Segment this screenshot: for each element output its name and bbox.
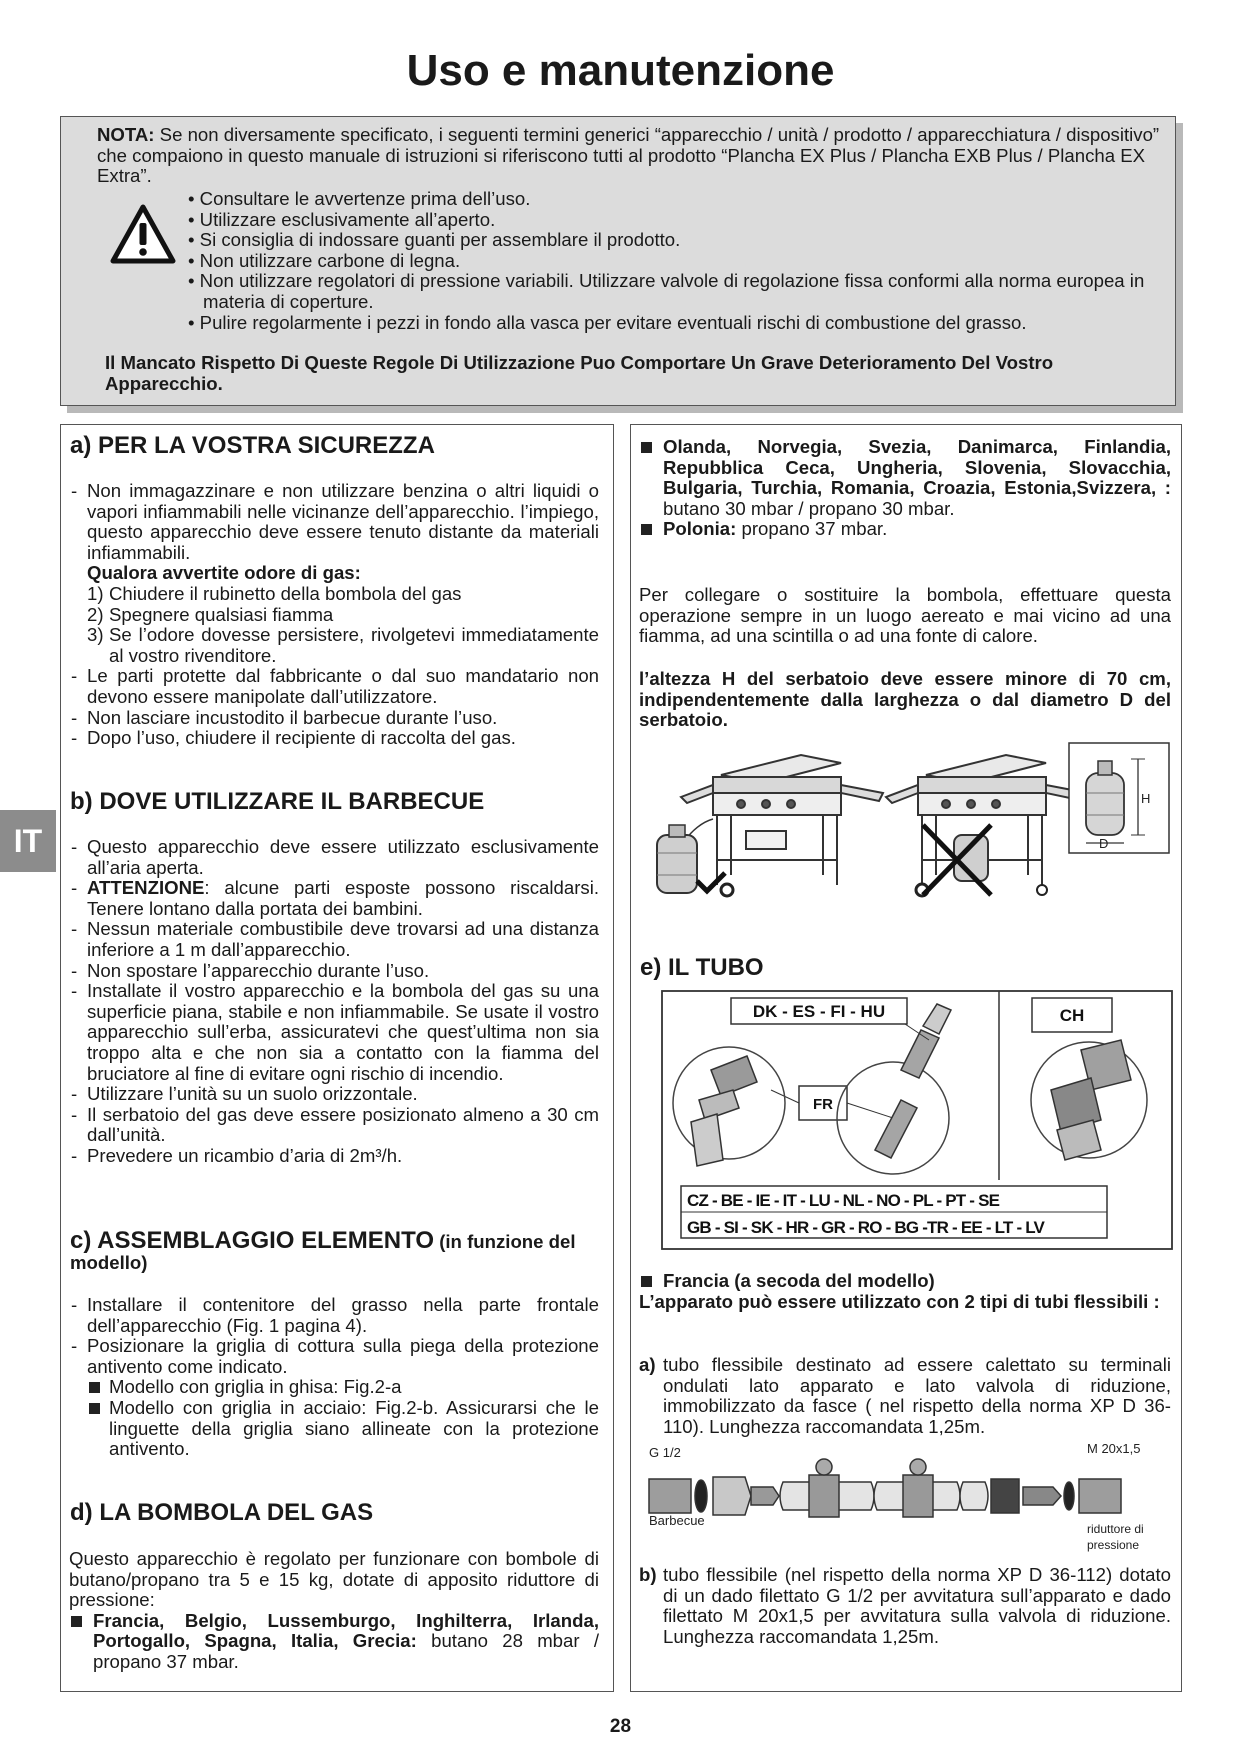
list-item: Francia, Belgio, Lussemburgo, Inghilterra, Irlanda, Portogallo, Spagna, Italia, Grecia: butano 28 mbar / propano 37 mbar. bbox=[69, 1611, 599, 1673]
note-text: NOTA: Se non diversamente specificato, i seguenti termini generici “apparecchio / unità / prodotto / apparecchiatura / dispositivo” che compaiono in questo manuale di istruzioni si riferiscono tutti al prodotto “Plancha EX Plus / Plancha EXB Plus / Plancha EX Extra”. bbox=[97, 124, 1160, 186]
list-item: - Utilizzare l’unità su un suolo orizzontale. bbox=[69, 1084, 599, 1105]
list-item: 2) Spegnere qualsiasi fiamma bbox=[87, 603, 334, 625]
page-title: Uso e manutenzione bbox=[406, 46, 835, 95]
list-item: - Non spostare l’apparecchio durante l’uso. bbox=[69, 961, 599, 982]
list-item: • Non utilizzare regolatori di pressione variabili. Utilizzare valvole di regolazione fissa conformi alla norma europea in materia di coperture. bbox=[188, 270, 1145, 312]
paragraph: Questo apparecchio è regolato per funzionare con bombole di butano/propano tra 5 e 15 kg, dotate di apposito riduttore di pressione: bbox=[69, 1548, 599, 1611]
list-item: - Prevedere un ricambio d’aria di 2m³/h. bbox=[69, 1146, 599, 1167]
label-m20: M 20x1,5 bbox=[1087, 1441, 1141, 1456]
countries-line-2: GB - SI - SK - HR - GR - RO - BG -TR - EE - LT - LV bbox=[687, 1218, 1045, 1237]
note-warning: Il Mancato Rispetto Di Queste Regole Di Utilizzazione Puo Comportare Un Grave Deterioramento Del Vostro Apparecchio. bbox=[105, 352, 1054, 394]
label-dk-es-fi-hu: DK - ES - FI - HU bbox=[752, 1002, 886, 1021]
section-d-body bbox=[69, 1549, 599, 1673]
list-item: - ATTENZIONE: alcune parti esposte possono riscaldarsi. Tenere lontano dalla portata dei bambini. bbox=[69, 878, 599, 919]
right-column bbox=[630, 424, 1182, 1692]
list-item: a) tubo flessibile destinato ad essere calettato su terminali ondulati lato apparato e lato valvola di riduzione, immobilizzato da fasce ( nel rispetto della norma XP D 36-110). Lunghezza raccomandata 1,25m. bbox=[639, 1354, 1171, 1437]
list-item: - Posizionare la griglia di cottura sulla piega della protezione antivento come indicato. bbox=[69, 1336, 599, 1377]
section-b-title: b) DOVE UTILIZZARE IL BARBECUE bbox=[70, 788, 485, 815]
section-a-title: a) PER LA VOSTRA SICUREZZA bbox=[70, 432, 435, 459]
francia-subtitle: L’apparato può essere utilizzato con 2 tipi di tubi flessibili : bbox=[639, 1290, 1160, 1312]
gas-pressures bbox=[639, 437, 1171, 540]
language-tab: IT bbox=[0, 810, 56, 872]
gas-bottle-figure bbox=[651, 735, 1171, 905]
gas-bottle-icon bbox=[657, 825, 697, 893]
list-item: 1) Chiudere il rubinetto della bombola del gas bbox=[87, 582, 462, 604]
note-list bbox=[188, 189, 1168, 333]
gas-smell-title: Qualora avvertite odore di gas: bbox=[87, 562, 361, 584]
left-column bbox=[60, 424, 614, 1692]
page-number: 28 bbox=[609, 1716, 632, 1737]
hose-type-a-figure bbox=[641, 1437, 1171, 1555]
hose-type-a bbox=[639, 1355, 1171, 1437]
list-item: - Dopo l’uso, chiudere il recipiente di raccolta del gas. bbox=[69, 728, 599, 749]
height-note: l’altezza H del serbatoio deve essere minore di 70 cm, indipendentemente dalla larghezza o dal diametro D del serbatoio. bbox=[639, 668, 1171, 731]
label-riduttore-2: pressione bbox=[1087, 1538, 1140, 1552]
list-item: Modello con griglia in acciaio: Fig.2-b. Assicurarsi che le linguette della griglia siano allineate con la protezione antivento. bbox=[69, 1398, 599, 1460]
countries-line-1: CZ - BE - IE - IT - LU - NL - NO - PL - PT - SE bbox=[687, 1191, 1000, 1210]
list-item: - Nessun materiale combustibile deve trovarsi ad una distanza inferiore a 1 m dall’apparecchio. bbox=[69, 919, 599, 960]
list-item: - Il serbatoio del gas deve essere posizionato almeno a 30 cm dall’unità. bbox=[69, 1105, 599, 1146]
connect-paragraph: Per collegare o sostituire la bombola, effettuare questa operazione sempre in un luogo aereato e mai vicino ad una fiamma, ad una scintilla o ad una fonte di calore. bbox=[639, 584, 1171, 647]
list-item: - Installare il contenitore del grasso nella parte frontale dell’apparecchio (Fig. 1 pagina 4). bbox=[69, 1295, 599, 1336]
list-item: Olanda, Norvegia, Svezia, Danimarca, Finlandia, Repubblica Ceca, Ungheria, Slovenia, Slovacchia, Bulgaria, Turchia, Romania, Croazia, Estonia,Svizzera, : butano 30 mbar / propano 30 mbar. bbox=[639, 437, 1171, 519]
list-item: - Installate il vostro apparecchio e la bombola del gas su una superficie piana, stabile e non infiammabile. Se usate il vostro apparecchio sull’erba, assicuratevi che quest’ultima non sia troppo alta e che non sia a contatto con la fiamma del bruciatore al fine di evitare ogni rischio di incendio. bbox=[69, 981, 599, 1084]
list-item: - Non immagazzinare e non utilizzare benzina o altri liquidi o vapori infiammabili nelle vicinanze dell’apparecchio. l’impiego, questo apparecchio deve essere tenuto distante da materiali infiammabili. bbox=[69, 481, 599, 563]
hose-type-b bbox=[639, 1565, 1171, 1647]
list-item: Francia (a secoda del modello) bbox=[639, 1271, 1171, 1292]
label-fr: FR bbox=[813, 1096, 833, 1113]
list-item: • Utilizzare esclusivamente all’aperto. bbox=[188, 208, 496, 230]
label-ch: CH bbox=[1059, 1006, 1085, 1025]
section-e-title: e) IL TUBO bbox=[640, 954, 764, 981]
list-item: Polonia: propano 37 mbar. bbox=[639, 519, 1171, 540]
list-item: - Le parti protette dal fabbricante o dal suo mandatario non devono essere manipolate dall’utilizzatore. bbox=[69, 666, 599, 707]
list-item: b) tubo flessibile (nel rispetto della norma XP D 36-112) dotato di un dado filettato G 1/2 per avvitatura sull’apparato e dado filettato M 20x1,5 per avvitatura sulla valvola di riduzione. Lunghezza raccomandata 1,25m. bbox=[639, 1564, 1171, 1647]
list-item: Modello con griglia in ghisa: Fig.2-a bbox=[69, 1377, 599, 1398]
section-c-title: c) ASSEMBLAGGIO ELEMENTO (in funzione del modello) bbox=[70, 1227, 576, 1273]
section-a-body bbox=[69, 481, 599, 749]
list-item: • Si consiglia di indossare guanti per assemblare il prodotto. bbox=[188, 229, 681, 251]
list-item: - Non lasciare incustodito il barbecue durante l’uso. bbox=[69, 708, 599, 729]
hose-connector-diagram bbox=[661, 990, 1181, 1252]
label-barbecue: Barbecue bbox=[649, 1513, 705, 1528]
note-box bbox=[60, 116, 1176, 406]
list-item: 3) Se l’odore dovesse persistere, rivolgetevi immediatamente al vostro rivenditore. bbox=[87, 624, 599, 666]
list-item: • Consultare le avvertenze prima dell’uso. bbox=[188, 188, 531, 209]
dimension-h-label: H bbox=[1141, 791, 1151, 806]
section-b-body bbox=[69, 837, 599, 1167]
section-d-title: d) LA BOMBOLA DEL GAS bbox=[70, 1499, 374, 1526]
list-item: - Questo apparecchio deve essere utilizzato esclusivamente all’aria aperta. bbox=[69, 837, 599, 878]
label-g12: G 1/2 bbox=[649, 1445, 681, 1460]
list-item: • Pulire regolarmente i pezzi in fondo alla vasca per evitare eventuali rischi di combustione del grasso. bbox=[188, 311, 1027, 333]
section-c-body bbox=[69, 1295, 599, 1460]
francia-section bbox=[639, 1271, 1171, 1312]
list-item: • Non utilizzare carbone di legna. bbox=[188, 249, 461, 271]
dimension-d-label: D bbox=[1099, 836, 1109, 851]
warning-icon bbox=[109, 203, 177, 265]
label-riduttore-1: riduttore di bbox=[1087, 1522, 1144, 1536]
